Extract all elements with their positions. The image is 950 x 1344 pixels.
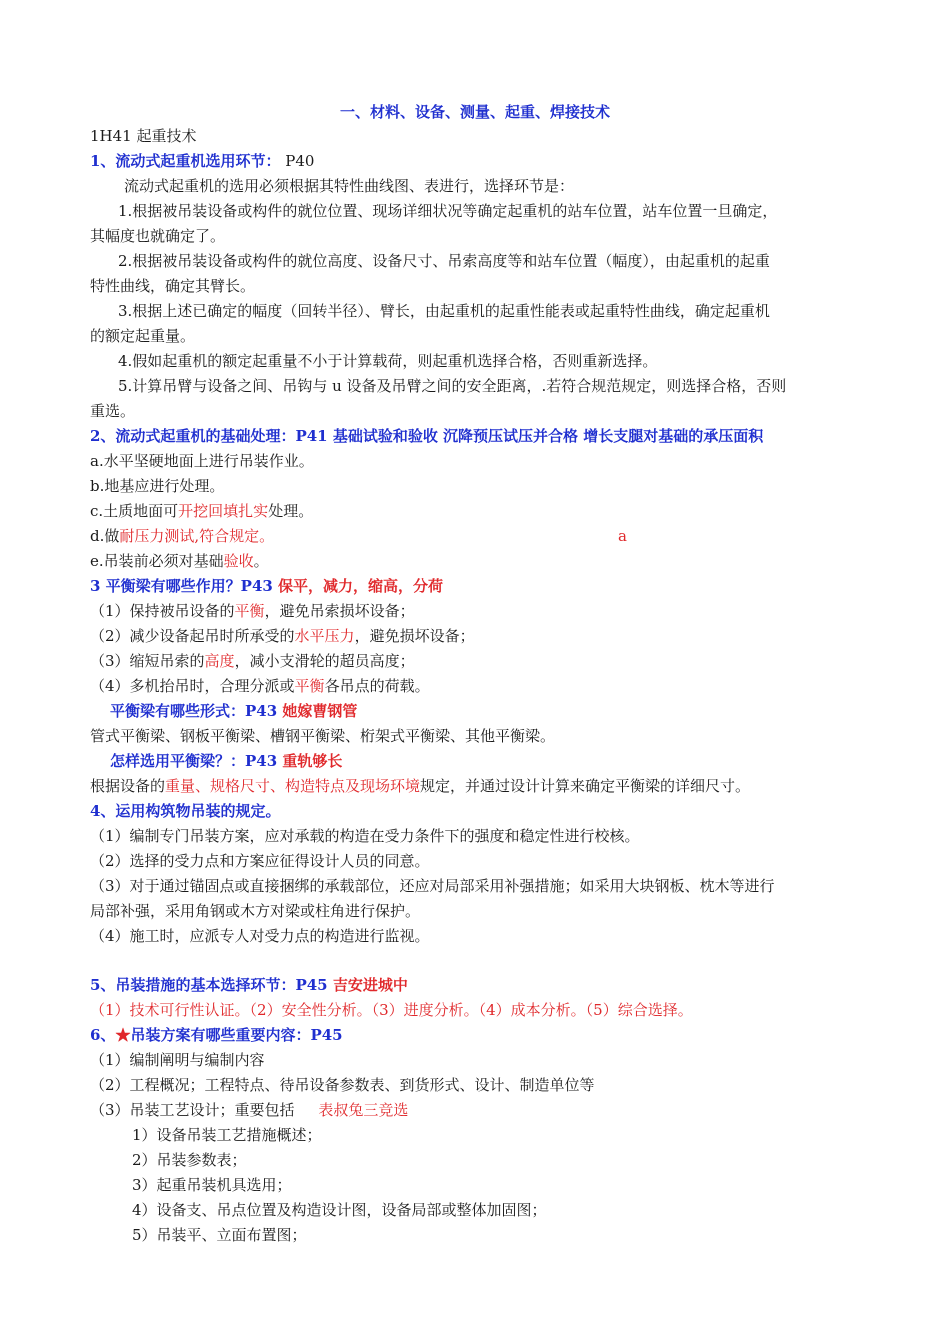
highlight-text: 平衡: [294, 677, 325, 695]
text-run: 根据设备的: [90, 777, 166, 795]
highlight-text: 重量、规格尺寸、构造特点及现场环境: [165, 777, 421, 795]
section-6-heading: [90, 1023, 870, 1047]
balance-beam-forms-heading: [110, 699, 890, 723]
section-6-sub-1: 1）设备吊装工艺措施概述；: [132, 1126, 322, 1144]
section-3-item-4: [90, 674, 870, 698]
mnemonic-text: 吉安进城中: [332, 976, 408, 994]
text-run: ，避免损坏设备；: [354, 627, 475, 645]
section-6-item-3: [90, 1098, 870, 1122]
text-run: c.土质地面可: [90, 502, 179, 520]
section-6-sub-3: 3）起重吊装机具选用；: [132, 1176, 292, 1194]
section-4-item-1: （1）编制专门吊装方案，应对承载的构造在受力条件下的强度和稳定性进行校核。: [90, 827, 640, 845]
text-run: ，避免吊索损坏设备；: [264, 602, 415, 620]
section-2-item-c: [90, 499, 870, 523]
text-run: ，减小支滑轮的超员高度；: [234, 652, 415, 670]
section-6-item-2: （2）工程概况；工程特点、待吊设备参数表、到货形式、设计、制造单位等: [90, 1076, 595, 1094]
section-1-step-5: 5.计算吊臂与设备之间、吊钩与 u 设备及吊臂之间的安全距离，.若符合规范规定，则选择合格，否则: [118, 377, 787, 395]
text-run: 6、: [90, 1026, 116, 1044]
mnemonic-text: 重轨够长: [282, 752, 343, 770]
text-run: （3）缩短吊索的: [90, 652, 205, 670]
balance-beam-forms: 管式平衡梁、钢板平衡梁、槽钢平衡梁、桁架式平衡梁、其他平衡梁。: [90, 727, 556, 745]
section-1-step-1-cont: 其幅度也就确定了。: [90, 227, 226, 245]
section-1-step-2: 2.根据被吊装设备或构件的就位高度、设备尺寸、吊索高度等和站车位置（幅度），由起重机的起重: [118, 252, 770, 270]
section-3-item-2: [90, 624, 870, 648]
section-3-item-3: [90, 649, 870, 673]
section-1-step-4: 4.假如起重机的额定起重量不小于计算载荷，则起重机选择合格，否则重新选择。: [118, 352, 658, 370]
text-run: （4）多机抬吊时，合理分派或: [90, 677, 295, 695]
highlight-text: 水平压力: [294, 627, 355, 645]
highlight-text: 高度: [204, 652, 235, 670]
text-run: 规定，并通过设计计算来确定平衡梁的详细尺寸。: [420, 777, 751, 795]
highlight-text: 验收: [223, 552, 254, 570]
section-1-title: 1、流动式起重机选用环节：: [90, 152, 281, 170]
mnemonic-text: 保平，减力，缩高，分荷: [278, 577, 444, 595]
page-title: 一、材料、设备、测量、起重、焊接技术: [339, 103, 610, 121]
highlight-text: 平衡: [234, 602, 265, 620]
section-2-item-a: a.水平坚硬地面上进行吊装作业。: [90, 452, 314, 470]
section-5-heading: [90, 973, 870, 997]
text-run: 。: [253, 552, 269, 570]
chapter-heading: 1H41 起重技术: [90, 127, 197, 145]
section-2-item-b: b.地基应进行处理。: [90, 477, 225, 495]
stray-mark: a: [618, 527, 627, 545]
section-6-item-1: （1）编制阐明与编制内容: [90, 1051, 265, 1069]
section-1-step-2-cont: 特性曲线，确定其臂长。: [90, 277, 256, 295]
section-3-title: 3 平衡梁有哪些作用？P43: [90, 577, 279, 595]
section-4-heading: 4、运用构筑物吊装的规定。: [90, 802, 281, 820]
highlight-text: 耐压力测试,符合规定。: [119, 527, 275, 545]
section-3-item-1: [90, 599, 870, 623]
section-1-step-3: 3.根据上述已确定的幅度（回转半径）、臂长，由起重机的起重性能表或起重特性曲线，确定起重机: [118, 302, 770, 320]
subheading: 怎样选用平衡梁？：P43: [110, 752, 283, 770]
section-4-item-4: （4）施工时，应派专人对受力点的构造进行监视。: [90, 927, 430, 945]
section-4-item-3-cont: 局部补强，采用角钢或木方对梁或柱角进行保护。: [90, 902, 421, 920]
section-1-step-3-cont: 的额定起重量。: [90, 327, 196, 345]
subheading: 平衡梁有哪些形式：P43: [110, 702, 283, 720]
text-run: 各吊点的荷载。: [324, 677, 430, 695]
text-run: （2）减少设备起吊时所承受的: [90, 627, 295, 645]
star-icon: ★: [115, 1026, 131, 1044]
section-5-steps: （1）技术可行性认证。（2）安全性分析。（3）进度分析。（4）成本分析。（5）综合选择。: [90, 1001, 693, 1019]
balance-beam-select-heading: [110, 749, 890, 773]
section-1-step-1: 1.根据被吊装设备或构件的就位位置、现场详细状况等确定起重机的站车位置，站车位置一旦确定，: [118, 202, 778, 220]
section-2-item-e: [90, 549, 870, 573]
text-run: e.吊装前必须对基础: [90, 552, 224, 570]
mnemonic-text: 表叔兔三竞选: [318, 1101, 409, 1119]
section-1-intro: 流动式起重机的选用必须根据其特性曲线图、表进行，选择环节是：: [124, 177, 575, 195]
section-1-page: P40: [280, 152, 315, 170]
section-3-heading: [90, 574, 870, 598]
section-1-heading: [90, 149, 870, 173]
mnemonic-text: 她嫁曹钢管: [282, 702, 358, 720]
text-run: 吊装方案有哪些重要内容：P45: [130, 1026, 343, 1044]
text-run: d.做: [90, 527, 120, 545]
text-run: 处理。: [268, 502, 314, 520]
text-run: （3）吊装工艺设计；重要包括: [90, 1101, 319, 1119]
section-6-sub-5: 5）吊装平、立面布置图；: [132, 1226, 307, 1244]
balance-beam-select: [90, 774, 870, 798]
section-2-heading: 2、流动式起重机的基础处理：P41 基础试验和验收 沉降预压试压并合格 增长支腿对基础的承压面积: [90, 427, 764, 445]
section-5-title: 5、吊装措施的基本选择环节：P45: [90, 976, 333, 994]
highlight-text: 开挖回填扎实: [178, 502, 269, 520]
section-6-sub-2: 2）吊装参数表；: [132, 1151, 247, 1169]
section-1-step-5-cont: 重选。: [90, 402, 136, 420]
section-6-sub-4: 4）设备支、吊点位置及构造设计图，设备局部或整体加固图；: [132, 1201, 547, 1219]
section-4-item-3: （3）对于通过锚固点或直接捆绑的承载部位，还应对局部采用补强措施；如采用大块钢板、枕木等进行: [90, 877, 775, 895]
section-4-item-2: （2）选择的受力点和方案应征得设计人员的同意。: [90, 852, 430, 870]
text-run: （1）保持被吊设备的: [90, 602, 235, 620]
section-2-item-d: [90, 524, 870, 548]
